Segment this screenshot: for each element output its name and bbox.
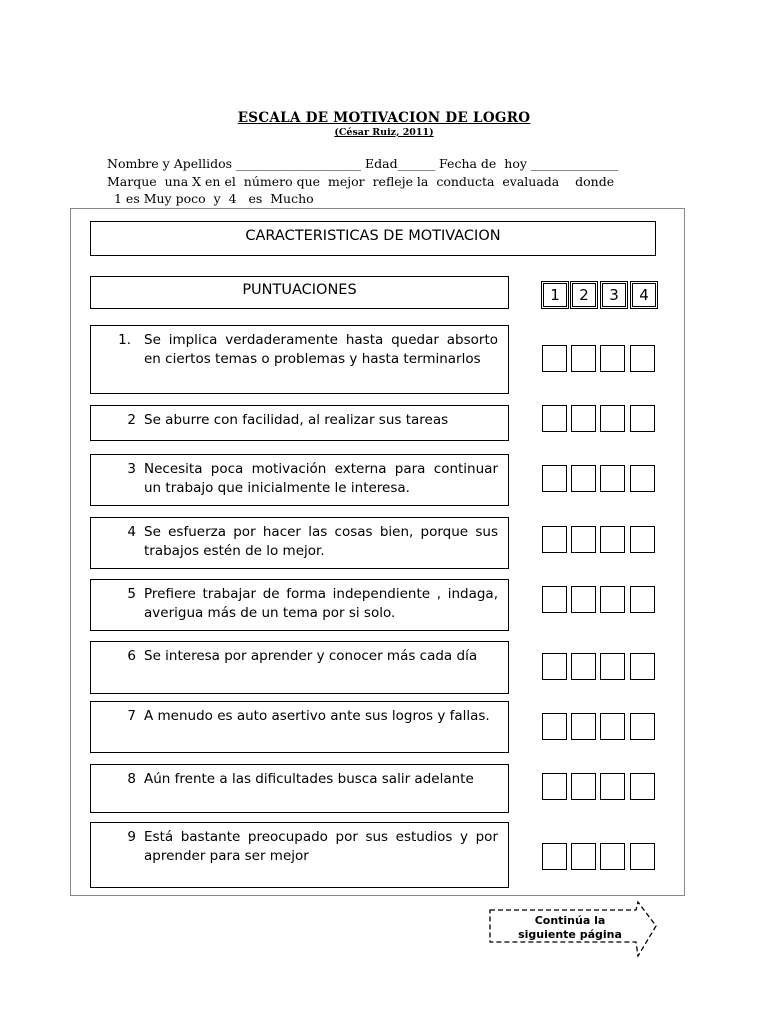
item-text: Se esfuerza por hacer las cosas bien, porque sus trabajos estén de lo mejor. xyxy=(144,524,498,559)
score-label: 3 xyxy=(602,283,626,307)
item-text: Se interesa por aprender y conocer más cada día xyxy=(144,648,478,664)
score-checkbox xyxy=(630,465,655,492)
item-number: 8 xyxy=(127,771,136,787)
item-row-4 xyxy=(90,517,509,569)
score-checkbox xyxy=(600,465,625,492)
scores-label-box: PUNTUACIONES xyxy=(90,276,509,309)
score-label: 4 xyxy=(632,283,656,307)
score-checkbox xyxy=(630,586,655,613)
scale-legend-line: 1 es Muy poco y 4 es Mucho xyxy=(114,191,314,206)
item-text: Aún frente a las dificultades busca salir adelante xyxy=(144,771,474,787)
score-header-1 xyxy=(541,281,569,309)
score-checkbox xyxy=(600,405,625,432)
item-row-6 xyxy=(90,641,509,694)
document-subtitle: (César Ruiz, 2011) xyxy=(334,127,434,138)
item-row-7 xyxy=(90,701,509,753)
score-checkbox xyxy=(542,586,567,613)
score-checkbox xyxy=(630,345,655,372)
score-checkbox xyxy=(542,465,567,492)
name-age-date-line: Nombre y Apellidos ____________________ Edad______ Fecha de hoy ______________ xyxy=(107,156,619,171)
item-text: Está bastante preocupado por sus estudios y por aprender para ser mejor xyxy=(144,829,498,864)
score-checkbox xyxy=(542,526,567,553)
item-number: 5 xyxy=(127,586,136,602)
score-checkbox xyxy=(600,773,625,800)
score-checkbox xyxy=(542,843,567,870)
score-checkbox xyxy=(630,653,655,680)
score-checkbox xyxy=(571,773,596,800)
item-row-2 xyxy=(90,405,509,441)
score-checkbox xyxy=(600,713,625,740)
score-checkbox xyxy=(571,405,596,432)
item-row-1 xyxy=(90,325,509,394)
score-checkbox xyxy=(571,586,596,613)
item-text: Se aburre con facilidad, al realizar sus tareas xyxy=(144,412,449,428)
section-title-box: CARACTERISTICAS DE MOTIVACION xyxy=(90,221,656,256)
item-text: Se implica verdaderamente hasta quedar absorto en ciertos temas o problemas y hasta terminarlos xyxy=(144,332,498,367)
score-checkbox xyxy=(630,405,655,432)
score-checkbox xyxy=(600,653,625,680)
score-checkbox xyxy=(542,713,567,740)
continue-line-1: Continúa la xyxy=(534,914,606,927)
score-checkbox xyxy=(542,653,567,680)
item-number: 4 xyxy=(127,524,136,540)
score-checkbox xyxy=(600,345,625,372)
item-text: Prefiere trabajar de forma independiente , indaga, averigua más de un tema por si solo. xyxy=(144,586,498,621)
score-header-3 xyxy=(600,281,628,309)
item-number: 7 xyxy=(127,708,136,724)
score-checkbox xyxy=(542,345,567,372)
score-checkbox xyxy=(600,586,625,613)
score-checkbox xyxy=(542,773,567,800)
score-checkbox xyxy=(600,843,625,870)
item-number: 9 xyxy=(127,829,136,845)
score-checkbox xyxy=(571,465,596,492)
item-number: 6 xyxy=(127,648,136,664)
score-checkbox xyxy=(571,526,596,553)
item-text: A menudo es auto asertivo ante sus logros y fallas. xyxy=(144,708,490,724)
score-checkbox xyxy=(630,713,655,740)
item-number: 2 xyxy=(127,412,136,428)
item-number: 1. xyxy=(118,332,131,348)
continue-note xyxy=(505,914,635,942)
item-row-8 xyxy=(90,764,509,813)
continue-line-2: siguiente página xyxy=(518,928,622,941)
score-label: 2 xyxy=(572,283,596,307)
score-checkbox xyxy=(630,526,655,553)
score-checkbox xyxy=(571,713,596,740)
score-header-2 xyxy=(570,281,598,309)
score-checkbox xyxy=(571,345,596,372)
score-label: 1 xyxy=(543,283,567,307)
score-checkbox xyxy=(600,526,625,553)
document-title: ESCALA DE MOTIVACION DE LOGRO xyxy=(237,110,531,126)
score-checkbox xyxy=(571,843,596,870)
item-number: 3 xyxy=(127,461,136,477)
item-row-3 xyxy=(90,454,509,506)
score-header-4 xyxy=(630,281,658,309)
item-text: Necesita poca motivación externa para continuar un trabajo que inicialmente le interesa. xyxy=(144,461,498,496)
score-checkbox xyxy=(542,405,567,432)
item-row-5 xyxy=(90,579,509,631)
instructions-line: Marque una X en el número que mejor refleje la conducta evaluada donde xyxy=(107,174,615,189)
score-checkbox xyxy=(630,773,655,800)
score-checkbox xyxy=(571,653,596,680)
item-row-9 xyxy=(90,822,509,888)
score-checkbox xyxy=(630,843,655,870)
